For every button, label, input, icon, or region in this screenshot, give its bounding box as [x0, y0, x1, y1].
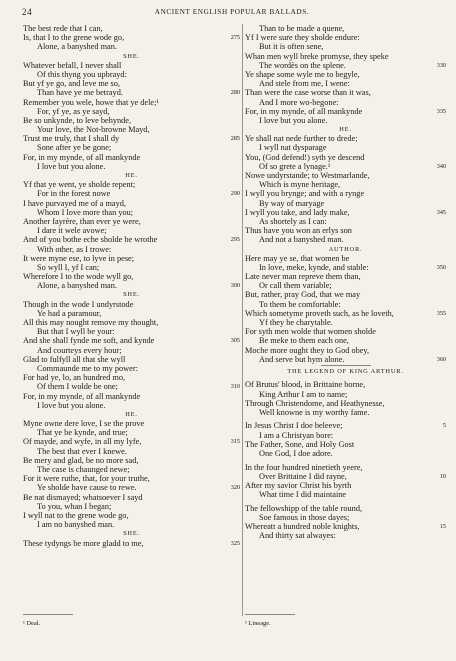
verse-line — [245, 481, 446, 490]
verse-text: These tydyngs be more gladd to me, — [23, 538, 144, 548]
verse-text: Over Brittaine I did rayne, — [259, 471, 347, 481]
line-number: 295 — [230, 236, 240, 244]
verse-text: What time I did maintaine — [259, 490, 347, 500]
verse-line — [245, 346, 446, 355]
verse-line — [23, 392, 240, 401]
verse-text: Be mery and glad, be no more sad, — [23, 455, 139, 465]
verse-line — [245, 408, 446, 417]
verse-line — [245, 431, 446, 440]
footnote-right: ¹ Lineage. — [245, 620, 271, 627]
verse-line — [245, 290, 446, 299]
verse-text: I love but you alone. — [37, 400, 106, 410]
verse-text: King Arthur I am to name; — [259, 389, 348, 399]
verse-text: For, in my mynde, of all mankynde — [23, 152, 141, 162]
verse-line — [245, 153, 446, 162]
verse-line — [245, 272, 446, 281]
verse-text: Of mayde, and wyfe, in all my lyfe, — [23, 437, 142, 447]
line-number: 330 — [436, 61, 446, 69]
verse-line — [245, 79, 446, 88]
verse-text: Myne owne dere love, I se the prove — [23, 419, 145, 429]
verse-line — [245, 143, 446, 152]
verse-line — [245, 472, 446, 481]
verse-line — [245, 463, 446, 472]
verse-line — [23, 539, 240, 548]
verse-line — [245, 300, 446, 309]
verse-line — [245, 98, 446, 107]
verse-text: For syth men wolde that women sholde — [245, 327, 376, 337]
verse-text: Sone after ye be gone; — [37, 143, 112, 153]
verse-text: Of this thyng you upbrayd: — [37, 69, 127, 79]
footnote-left: ¹ Deal. — [23, 620, 41, 627]
verse-text: By way of maryage — [259, 198, 325, 208]
verse-text: And stele from me, I wene: — [259, 79, 350, 89]
verse-text: I am a Christyan bore: — [259, 430, 334, 440]
verse-text: With other, as I trowe: — [37, 244, 112, 254]
verse-line — [23, 447, 240, 456]
verse-text: In Jesus Christ I doe beleeve; — [245, 421, 343, 431]
verse-text: Yf they be charytable. — [259, 318, 333, 327]
footnote-rule-left — [23, 614, 73, 615]
verse-text: Be nat dismayed; whatsoever I sayd — [23, 492, 143, 502]
verse-line — [23, 502, 240, 511]
verse-line — [23, 235, 240, 244]
verse-text: The Father, Sone, and Holy Gost — [245, 439, 355, 449]
verse-line — [23, 61, 240, 70]
verse-line — [245, 33, 446, 42]
verse-text: The best rede that I can, — [23, 24, 103, 33]
right-column — [245, 24, 446, 540]
verse-text: Whatever befall, I never shall — [23, 60, 122, 70]
verse-line — [245, 336, 446, 345]
verse-line — [245, 490, 446, 499]
line-number: 300 — [230, 282, 240, 290]
line-number: 320 — [230, 484, 240, 492]
verse-text: Whan men wyll breke promyse, they speke — [245, 51, 389, 61]
verse-text: One God, I doe adore. — [259, 449, 333, 459]
left-column — [23, 24, 240, 548]
verse-line — [245, 52, 446, 61]
line-number: 345 — [436, 208, 446, 216]
verse-text: I wyll you take, and lady make, — [245, 207, 350, 217]
verse-text: And thirty sat alwayes: — [259, 531, 336, 541]
verse-line — [23, 437, 240, 446]
verse-line — [23, 125, 240, 134]
verse-line — [245, 217, 446, 226]
verse-line — [23, 245, 240, 254]
verse-line — [245, 171, 446, 180]
line-number: 290 — [230, 190, 240, 198]
line-number: 360 — [436, 355, 446, 363]
verse-line — [245, 189, 446, 198]
verse-line — [23, 263, 240, 272]
speaker-heading: THE LEGEND OF KING ARTHUR. — [287, 367, 404, 375]
verse-text: Ye had a paramour, — [37, 308, 102, 318]
verse-text: Glad to fulfyll all that she wyll — [23, 354, 126, 364]
verse-line — [23, 520, 240, 529]
verse-line — [23, 382, 240, 391]
verse-line — [23, 33, 240, 42]
speaker-heading: SHE. — [123, 291, 140, 299]
speaker-heading: HE. — [125, 172, 138, 179]
line-number: 280 — [230, 89, 240, 97]
line-number: 355 — [436, 309, 446, 317]
verse-line — [23, 281, 240, 290]
verse-line — [245, 440, 446, 449]
verse-line — [23, 272, 240, 281]
verse-text: Your love, the Not-browne Mayd, — [37, 125, 150, 135]
line-number: 310 — [230, 383, 240, 391]
verse-line — [23, 483, 240, 492]
verse-line — [245, 522, 446, 531]
line-number: 285 — [230, 135, 240, 143]
verse-line — [23, 134, 240, 143]
verse-text: I wyll nat to the grene wode go, — [23, 510, 129, 520]
verse-text: Here may ye se, that women be — [245, 253, 350, 263]
verse-line — [245, 399, 446, 408]
line-number: 275 — [230, 34, 240, 42]
verse-line — [245, 263, 446, 272]
footnote-rule-right — [245, 614, 295, 615]
verse-line — [23, 107, 240, 116]
verse-line — [23, 300, 240, 309]
verse-line — [245, 134, 446, 143]
verse-line — [245, 281, 446, 290]
verse-line — [245, 24, 446, 33]
page-number: 24 — [22, 7, 33, 17]
verse-line — [23, 254, 240, 263]
verse-text: I dare it wele avowe; — [37, 226, 107, 236]
speaker-heading: AUTHOR. — [328, 245, 363, 253]
verse-text: I love but you alone. — [259, 115, 328, 125]
section-rule — [321, 365, 371, 366]
verse-text: As shortely as I can: — [259, 216, 327, 226]
verse-text: Be meke to them each one, — [259, 336, 349, 346]
verse-text: Moche more ought they to God obey, — [245, 345, 370, 355]
verse-text: Through Christendome, and Heathynesse, — [245, 398, 385, 408]
verse-line — [245, 421, 446, 430]
verse-text: But that I wyll be your: — [37, 327, 115, 337]
column-divider — [242, 24, 243, 616]
verse-text: Than were the case worse than it was, — [245, 88, 371, 98]
verse-text: Of them I wolde be one; — [37, 382, 118, 392]
verse-line — [245, 88, 446, 97]
verse-text: Remember you wele, howe that ye dele;¹ — [23, 97, 159, 107]
verse-text: Yf I were sure they sholde endure: — [245, 33, 360, 43]
verse-text: And of you bothe eche sholde be wrothe — [23, 235, 158, 245]
verse-line — [23, 493, 240, 502]
verse-text: Be so unkynde, to leve behynde, — [23, 115, 132, 125]
verse-text: And not a banyshed man. — [259, 235, 344, 245]
verse-text: You, (God defend!) syth ye descend — [245, 152, 365, 162]
verse-text: But yf ye go, and leve me so, — [23, 79, 121, 89]
verse-text: But it is often sene, — [259, 42, 324, 52]
verse-text: Ye shall nat nede further to drede; — [245, 134, 358, 144]
verse-line — [23, 401, 240, 410]
verse-text: Than to be made a quene, — [259, 24, 345, 33]
verse-text: For, in my mynde, of all mankynde — [23, 391, 141, 401]
verse-line — [23, 98, 240, 107]
line-number: 340 — [436, 162, 446, 170]
verse-text: Of Brutus' blood, in Brittaine borne, — [245, 380, 366, 390]
verse-line — [245, 61, 446, 70]
verse-text: Alone, a banyshed man. — [37, 42, 117, 52]
verse-line — [23, 346, 240, 355]
verse-line — [23, 189, 240, 198]
line-number: 5 — [442, 422, 446, 430]
verse-line — [23, 199, 240, 208]
verse-text: All this may nought remove my thought, — [23, 318, 159, 327]
verse-line — [245, 309, 446, 318]
speaker-heading: HE. — [125, 410, 138, 418]
verse-line — [245, 449, 446, 458]
verse-text: In the four hundred ninetieth yeere, — [245, 462, 363, 472]
verse-text: The fellowshipp of the table round, — [245, 503, 363, 513]
verse-line — [245, 327, 446, 336]
verse-line — [23, 355, 240, 364]
verse-text: In love, meke, kynde, and stable: — [259, 262, 369, 272]
verse-text: I love but you alone. — [37, 161, 106, 171]
line-number: 305 — [230, 337, 240, 345]
verse-text: For had ye, lo, an hundred mo, — [23, 373, 126, 383]
verse-line — [23, 79, 240, 88]
verse-text: And serve but hym alone. — [259, 354, 345, 364]
verse-text: For it were ruthe, that, for your truthe, — [23, 474, 150, 484]
verse-line — [23, 226, 240, 235]
verse-line — [23, 208, 240, 217]
verse-text: It were myne ese, to lyve in pese; — [23, 253, 135, 263]
line-number: 350 — [436, 263, 446, 271]
running-title: ANCIENT ENGLISH POPULAR BALLADS. — [154, 8, 310, 16]
verse-line — [23, 70, 240, 79]
verse-text: Though in the wode I undyrstode — [23, 299, 134, 309]
verse-line — [23, 116, 240, 125]
verse-text: Nowe undyrstande; to Westmarlande, — [245, 171, 370, 180]
verse-line — [245, 235, 446, 244]
verse-text: Than have ye me betrayd. — [37, 88, 123, 98]
verse-line — [245, 380, 446, 389]
verse-text: But, rather, pray God, that we may — [245, 290, 361, 300]
verse-text: Ye shape some wyle me to begyle, — [245, 69, 360, 79]
verse-text: Trust me truly, that I shall dy — [23, 134, 120, 144]
verse-line — [23, 511, 240, 520]
verse-text: I am no banyshed man. — [37, 520, 115, 530]
line-number: 10 — [439, 472, 446, 480]
verse-text: For, yf ye, as ye sayd, — [37, 106, 110, 116]
verse-line — [23, 309, 240, 318]
verse-text: Late never man repreve them than, — [245, 272, 361, 282]
verse-line — [245, 116, 446, 125]
verse-text: Or call them variable; — [259, 281, 332, 291]
line-number: 325 — [230, 539, 240, 547]
verse-text: Whereatt a hundred noble knights, — [245, 521, 360, 531]
verse-line — [23, 88, 240, 97]
line-number: 15 — [439, 522, 446, 530]
verse-text: Of so grete a lynage.¹ — [259, 161, 331, 171]
verse-line — [245, 199, 446, 208]
verse-text: Commaunde me to my power: — [37, 363, 138, 373]
verse-line — [245, 355, 446, 364]
verse-line — [23, 327, 240, 336]
verse-line — [23, 24, 240, 33]
verse-text: Alone, a banyshed man. — [37, 281, 117, 291]
verse-line — [245, 254, 446, 263]
verse-text: For in the forest nowe — [37, 189, 111, 199]
verse-text: To you, whan I began; — [37, 501, 112, 511]
verse-line — [23, 42, 240, 51]
verse-line — [23, 180, 240, 189]
verse-text: The best that ever I knewe. — [37, 446, 127, 456]
verse-line — [23, 217, 240, 226]
verse-text: I wyll you brynge; and with a rynge — [245, 189, 365, 199]
verse-line — [23, 373, 240, 382]
verse-text: To them be comfortable: — [259, 299, 341, 309]
verse-text: The case is chaunged newe; — [37, 465, 130, 474]
verse-line — [23, 364, 240, 373]
verse-text: That ye be kynde, and true; — [37, 428, 128, 438]
verse-line — [23, 318, 240, 327]
verse-text: And courteys every hour; — [37, 345, 122, 355]
running-header — [22, 7, 442, 19]
verse-line — [23, 456, 240, 465]
verse-line — [23, 465, 240, 474]
verse-line — [245, 107, 446, 116]
verse-line — [23, 162, 240, 171]
verse-text: I wyll nat dysparage — [259, 143, 327, 153]
verse-line — [245, 390, 446, 399]
verse-text: The wordès on the splene. — [259, 60, 346, 70]
verse-line — [245, 42, 446, 51]
verse-text: Soe famous in those dayes; — [259, 512, 350, 522]
verse-line — [245, 226, 446, 235]
speaker-heading: SHE. — [123, 52, 140, 60]
verse-line — [23, 474, 240, 483]
verse-text: Well knowne is my worthy fame. — [259, 407, 370, 417]
verse-line — [23, 419, 240, 428]
verse-line — [245, 162, 446, 171]
verse-line — [245, 208, 446, 217]
line-number: 315 — [230, 438, 240, 446]
line-number: 335 — [436, 107, 446, 115]
verse-text: Whom I love more than you; — [37, 207, 134, 217]
verse-text: And I more wo-begone: — [259, 97, 339, 107]
verse-line — [245, 70, 446, 79]
verse-text: Another fayrère, than ever ye were, — [23, 216, 141, 226]
verse-text: Which is myne heritage, — [259, 180, 341, 190]
verse-line — [245, 180, 446, 189]
verse-text: Thus have you won an erlys son — [245, 226, 352, 236]
verse-text: And she shall fynde me soft, and kynde — [23, 336, 155, 346]
verse-text: Yf that ye went, ye sholde repent; — [23, 180, 136, 190]
verse-text: Which sometyme proveth such, as he loveth, — [245, 308, 394, 318]
verse-line — [23, 336, 240, 345]
verse-line — [245, 513, 446, 522]
verse-line — [245, 504, 446, 513]
verse-line — [23, 143, 240, 152]
speaker-heading: SHE. — [123, 530, 140, 538]
verse-line — [23, 153, 240, 162]
verse-line — [245, 318, 446, 327]
speaker-heading: HE. — [339, 126, 352, 134]
verse-text: So wyll I, yf I can; — [37, 262, 100, 272]
verse-text: Wherefore I to the wode wyll go, — [23, 272, 134, 282]
verse-text: After my savior Christ his byrth — [245, 480, 352, 490]
verse-line — [23, 428, 240, 437]
verse-text: I have purvayed me of a mayd, — [23, 198, 126, 208]
verse-line — [245, 531, 446, 540]
verse-text: Is, that I to the grene wode go, — [23, 33, 125, 43]
verse-text: Ye sholde have cause to rewe. — [37, 483, 137, 493]
verse-text: For, in my mynde, of all mankynde — [245, 106, 363, 116]
